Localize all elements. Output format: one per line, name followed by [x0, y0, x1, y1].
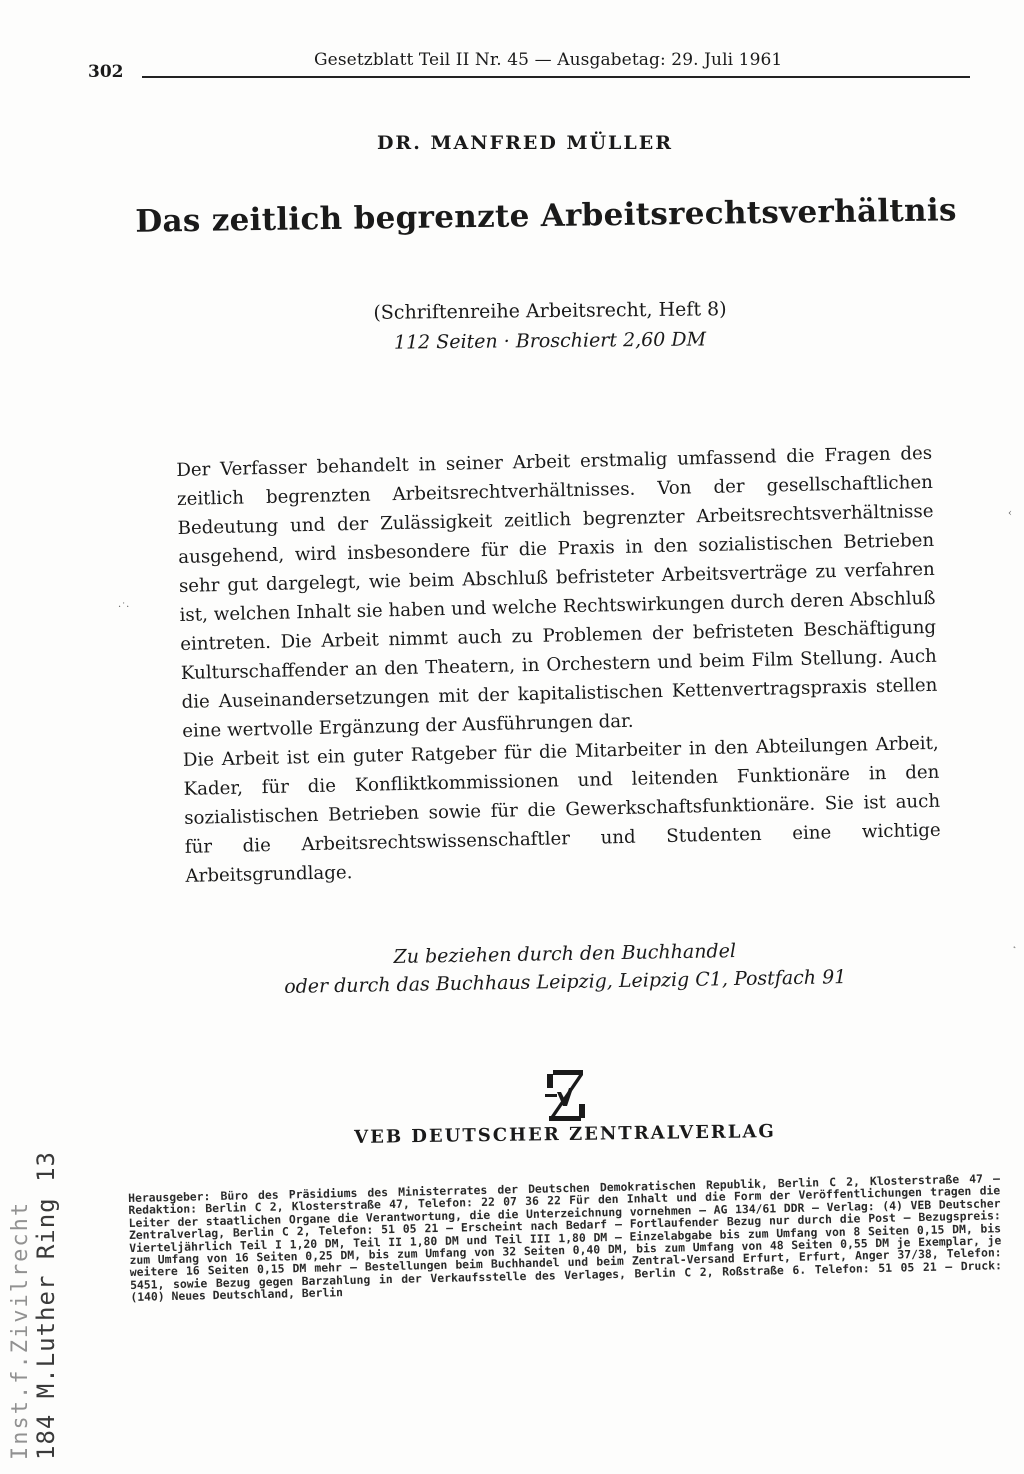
ordering-line-2: oder durch das Buchhaus Leipzig, Leipzig C1, Postfach 91 [284, 966, 847, 998]
publisher-logo-icon [543, 1066, 589, 1126]
book-description [176, 439, 942, 891]
archive-stamp-line-1: Inst.f.Zivilrecht [8, 1200, 33, 1460]
ordering-line-1: Zu beziehen durch den Buchhandel [393, 940, 737, 968]
book-series: (Schriftenreihe Arbeitsrecht, Heft 8) [373, 298, 727, 324]
imprint-text: Herausgeber: Büro des Präsidiums des Ministerrates der Deutschen Demokratischen Republik, Berlin C 2, Klosterstraße 47 — Redaktion: Berlin C 2, Klosterstraße 47, Telefon: 22 07 36 22 Für den Inhalt und die Form der Veröffentlichungen tragen die Leiter der staatlichen Organe die Verantwortung, die die Unterzeichnung vornehmen — AG 134/61 DDR — Verlag: (4) VEB Deutscher Zentralverlag, Berlin C 2, Telefon: 51 05 21 — Erscheint nach Bedarf — Fortlaufender Bezug nur durch die Post — Bezugspreis: Vierteljährlich Teil I 1,20 DM, Teil II 1,80 DM und Teil III 1,80 DM — Einzelabgabe bis zum Umfang von 8 Seiten 0,15 DM, bis zum Umfang von 16 Seiten 0,25 DM, bis zum Umfang von 32 Seiten 0,40 DM, bis zum Umfang von 48 Seiten 0,55 DM je Exemplar, je weitere 16 Seiten 0,15 DM mehr — Bestellungen beim Buchhandel und beim Zentral-Versand Erfurt, Erfurt, Anger 37/38, Telefon: 5451, sowie Bezug gegen Barzahlung in der Verkaufsstelle des Verlages, Berlin C 2, Roßstraße 6. Telefon: 51 05 21 — Druck: (140) Neues Deutschland, Berlin [127, 1171, 1003, 1305]
book-title: Das zeitlich begrenzte Arbeitsrechtsverhältnis [135, 192, 957, 240]
paper-speck: ˛ [1012, 938, 1017, 949]
book-details: 112 Seiten · Broschiert 2,60 DM [393, 328, 707, 354]
archive-stamp-line-2: 184 M.Luther Ring 13 [32, 1151, 60, 1460]
book-author: DR. MANFRED MÜLLER [376, 132, 674, 154]
archive-stamp [8, 1151, 60, 1460]
description-paragraph-2: Die Arbeit ist ein guter Ratgeber für die Mitarbeiter in den Abteilungen Arbeit, Kader, für die Konfliktkommissionen und leitenden Funktionäre in den sozialistischen Betrieben sowie für die Gewerkschaftsfunktionäre. Sie ist auch für die Arbeitsrechtswissenschaftler und Studenten eine wichtige Arbeitsgrundlage. [182, 732, 941, 887]
page-number: 302 [88, 62, 124, 82]
paper-speck: ‹ [1008, 508, 1012, 519]
ordering-info [0, 930, 1024, 1006]
paper-speck: ·˙· [118, 602, 130, 613]
header-rule [142, 76, 970, 78]
publisher-name: VEB DEUTSCHER ZENTRALVERLAG [354, 1121, 776, 1148]
running-header: Gesetzblatt Teil II Nr. 45 — Ausgabetag: 29. Juli 1961 [314, 50, 783, 70]
description-paragraph-1: Der Verfasser behandelt in seiner Arbeit erstmalig umfassend die Fragen des zeitlich begrenzten Arbeitsrechtverhältnisses. Von der gesellschaftlichen Bedeutung und der Zulässigkeit zeitlich begrenzter Arbeitsrechtsverhältnisse ausgehend, wird insbesondere für die Praxis in den sozialistischen Betrieben sehr gut dargelegt, wie beim Abschluß befristeter Arbeitsverträge zu verfahren ist, welchen Inhalt sie haben und welche Rechtswirkungen durch deren Abschluß eintreten. Die Arbeit nimmt auch zu Problemen der befristeten Beschäftigung Kulturschaffender an den Theatern, in Orchestern und beim Film Stellung. Auch die Auseinandersetzungen mit der kapitalistischen Kettenvertragspraxis stellen eine wertvolle Ergänzung der Ausführungen dar. [176, 442, 938, 742]
